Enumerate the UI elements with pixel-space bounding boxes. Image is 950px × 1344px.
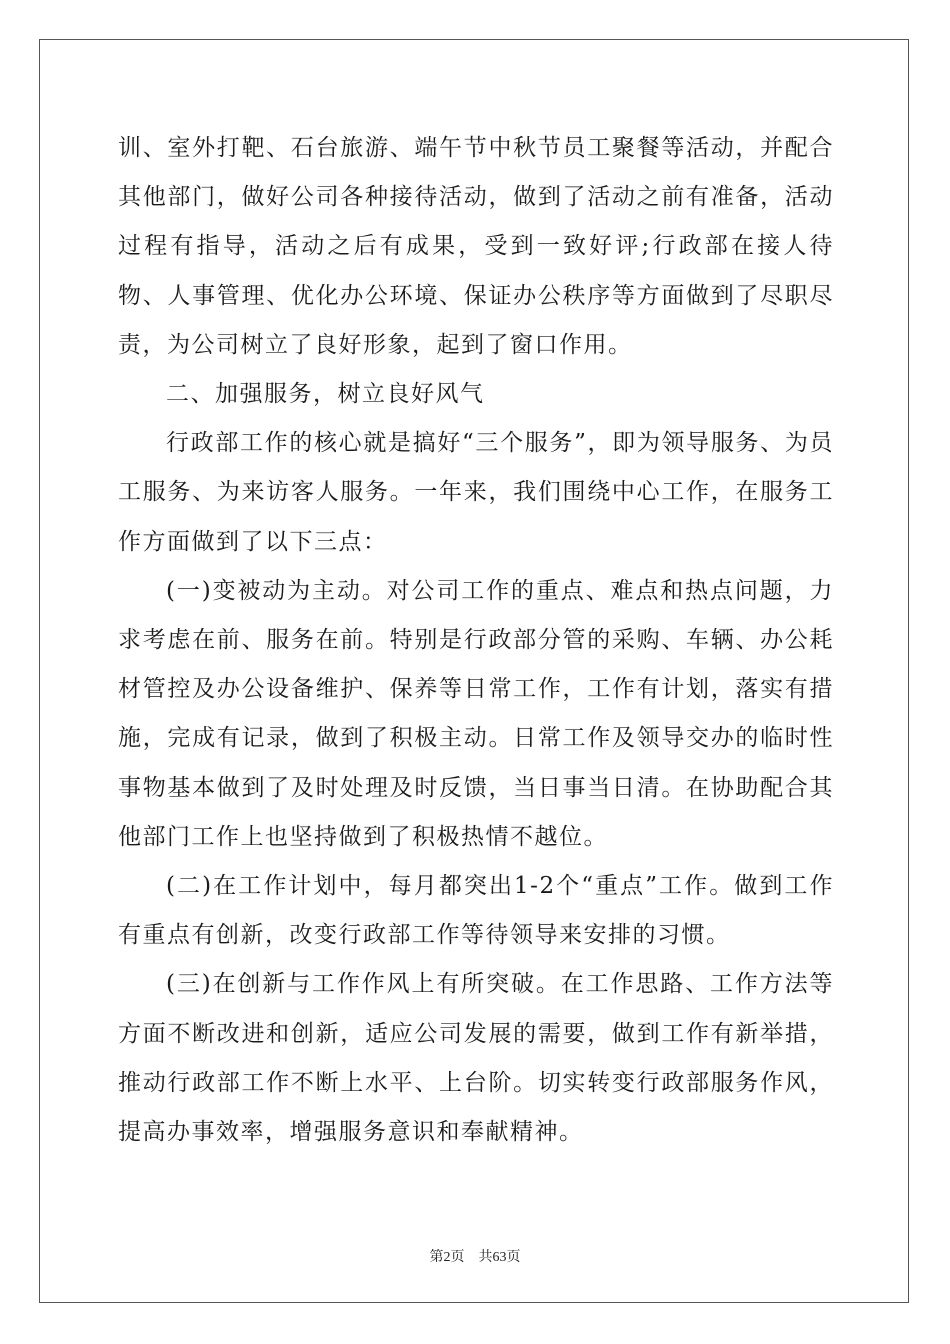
paragraph-6: (三)在创新与工作作风上有所突破。在工作思路、工作方法等方面不断改进和创新，适应公司发展的需要，做到工作有新举措，推动行政部工作不断上水平、上台阶。切实转变行政部服务作风，提高办事效率，增强服务意识和奉献精神。 <box>118 971 834 1146</box>
page-footer <box>0 1246 950 1266</box>
section-heading: 二、加强服务，树立良好风气 <box>166 381 485 408</box>
paragraph-4: (一)变被动为主动。对公司工作的重点、难点和热点问题，力求考虑在前、服务在前。特别是行政部分管的采购、车辆、办公耗材管控及办公设备维护、保养等日常工作，工作有计划，落实有措施，完成有记录，做到了积极主动。日常工作及领导交办的临时性事物基本做到了及时处理及时反馈，当日事当日清。在协助配合其他部门工作上也坚持做到了积极热情不越位。 <box>118 577 834 850</box>
document-body <box>118 124 834 1157</box>
paragraph-1: 训、室外打靶、石台旅游、端午节中秋节员工聚餐等活动，并配合其他部门，做好公司各种接待活动，做到了活动之前有准备，活动过程有指导，活动之后有成果，受到一致好评;行政部在接人待物、人事管理、优化办公环境、保证办公秩序等方面做到了尽职尽责，为公司树立了良好形象，起到了窗口作用。 <box>118 135 834 358</box>
paragraph-3: 行政部工作的核心就是搞好“三个服务”，即为领导服务、为员工服务、为来访客人服务。一年来，我们围绕中心工作，在服务工作方面做到了以下三点： <box>118 430 834 555</box>
total-page-count: 共63页 <box>478 1250 521 1265</box>
paragraph-5: (二)在工作计划中，每月都突出1-2个“重点”工作。做到工作有重点有创新，改变行政部工作等待领导来安排的习惯。 <box>118 873 834 949</box>
current-page-number: 第2页 <box>429 1250 465 1265</box>
